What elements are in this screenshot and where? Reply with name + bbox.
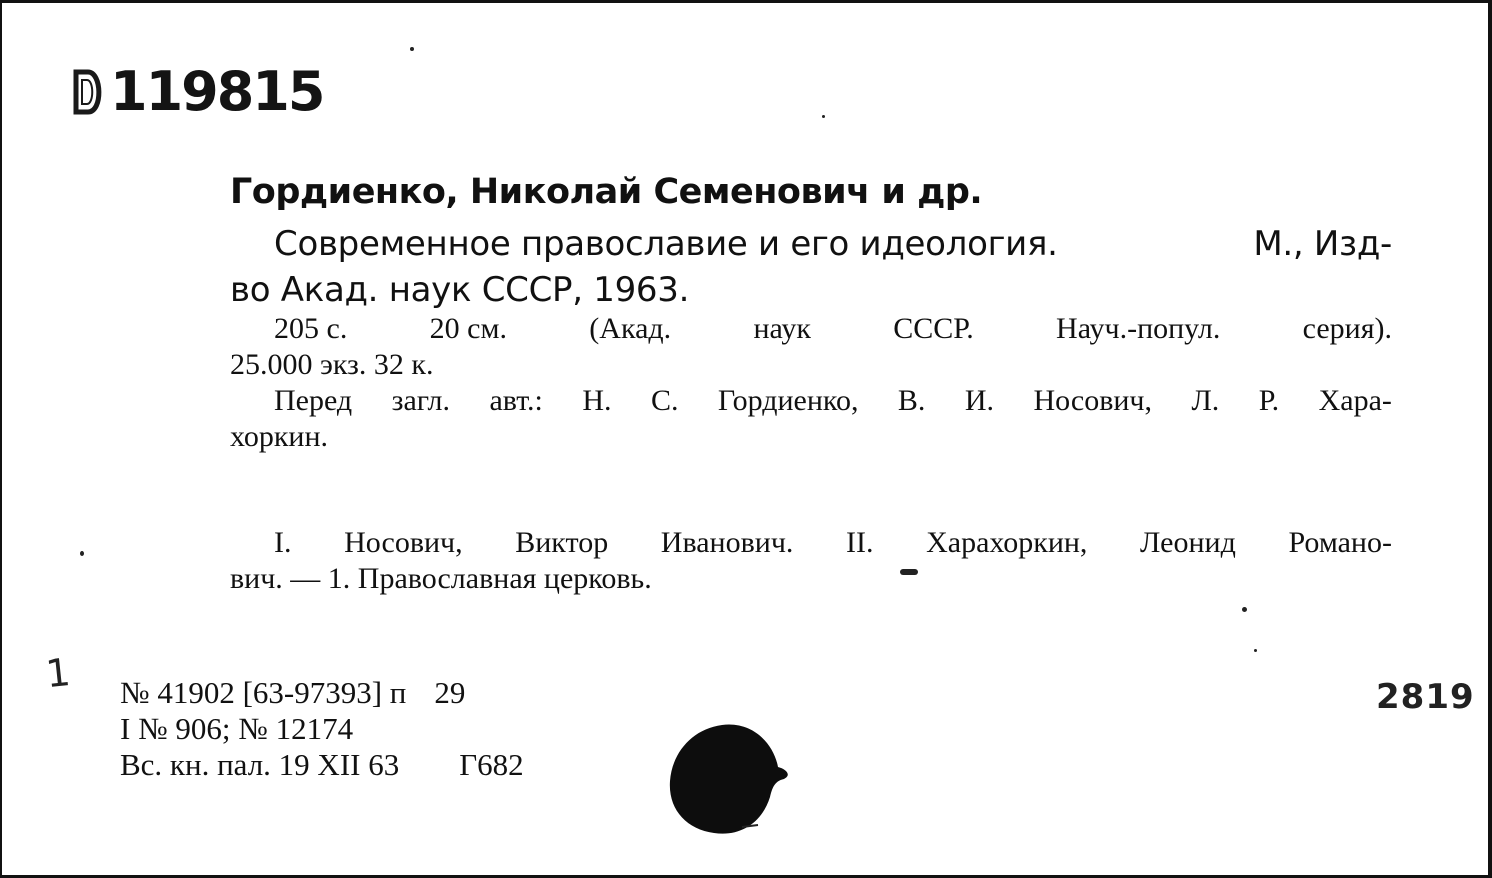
registration-footer (120, 675, 524, 783)
check-mark: 1 (43, 649, 73, 697)
collation (230, 311, 1392, 383)
footer-line-1 (120, 675, 524, 711)
note-word: загл. (391, 384, 451, 417)
shelfmark-number: 119815 (110, 60, 324, 123)
accession-suffix: 29 (434, 675, 466, 710)
note-word: С. (650, 384, 679, 417)
note-word: И. (964, 384, 995, 417)
tracing-word: Иванович. (660, 526, 794, 559)
author-heading: Гордиенко, Николай Семенович и др. (230, 172, 983, 212)
collation-word: наук (753, 312, 811, 345)
collation-word: СССР. (893, 312, 974, 345)
title-line-2: во Акад. наук СССР, 1963. (230, 270, 690, 310)
card-code: 2819 (1376, 677, 1475, 717)
title-imprint (230, 221, 1392, 313)
note-word: авт.: (489, 384, 543, 417)
shelfmark (72, 60, 324, 123)
note-word: Л. (1191, 384, 1220, 417)
note-line-1 (230, 383, 1392, 419)
collation-word: Науч.-попул. (1056, 312, 1221, 345)
tracing-line-1 (230, 525, 1392, 561)
tracing-word: Харахоркин, (926, 526, 1088, 559)
footer-line-2: I № 906; № 12174 (120, 711, 354, 746)
seal-d-icon (72, 66, 106, 118)
chamber-date: Вс. кн. пал. 19 XII 63 (120, 747, 400, 782)
imprint-start: М., Изд- (1253, 224, 1392, 264)
title-text: Современное православие и его идеология. (274, 224, 1058, 264)
tracing-word: Виктор (515, 526, 609, 559)
note-word: Перед (274, 384, 353, 417)
scan-speck (1242, 607, 1247, 612)
note-word: Н. (582, 384, 612, 417)
tracing-line-2: вич. — 1. Православная церковь. (230, 562, 652, 595)
scan-speck (1254, 649, 1257, 652)
tracing-word: Леонид (1140, 526, 1236, 559)
note-word: Носович, (1033, 384, 1153, 417)
tracing-word: I. (274, 526, 292, 559)
ink-blot-icon (662, 719, 792, 839)
collation-word: серия). (1302, 312, 1392, 345)
note-word: В. (897, 384, 926, 417)
scan-speck (410, 47, 414, 51)
scan-speck (900, 569, 918, 575)
accession-number: № 41902 [63-97393] п (120, 675, 407, 710)
chamber-code: Г682 (459, 747, 524, 782)
note-word: Р. (1258, 384, 1280, 417)
tracing-word: Романо- (1288, 526, 1392, 559)
collation-line-1 (230, 311, 1392, 347)
tracing-word: Носович, (344, 526, 463, 559)
title-line-1 (230, 221, 1392, 267)
collation-line-2: 25.000 экз. 32 к. (230, 348, 434, 381)
note-word: Хара- (1318, 384, 1392, 417)
note-word: Гордиенко, (717, 384, 859, 417)
collation-word: 205 с. (274, 312, 348, 345)
scan-speck (822, 115, 825, 118)
scan-speck (80, 551, 84, 556)
tracings (230, 525, 1392, 597)
authors-note (230, 383, 1392, 455)
note-line-2: хоркин. (230, 420, 329, 453)
collation-word: (Акад. (589, 312, 672, 345)
collation-word: 20 см. (429, 312, 507, 345)
tracing-word: II. (846, 526, 874, 559)
footer-line-3 (120, 747, 524, 783)
